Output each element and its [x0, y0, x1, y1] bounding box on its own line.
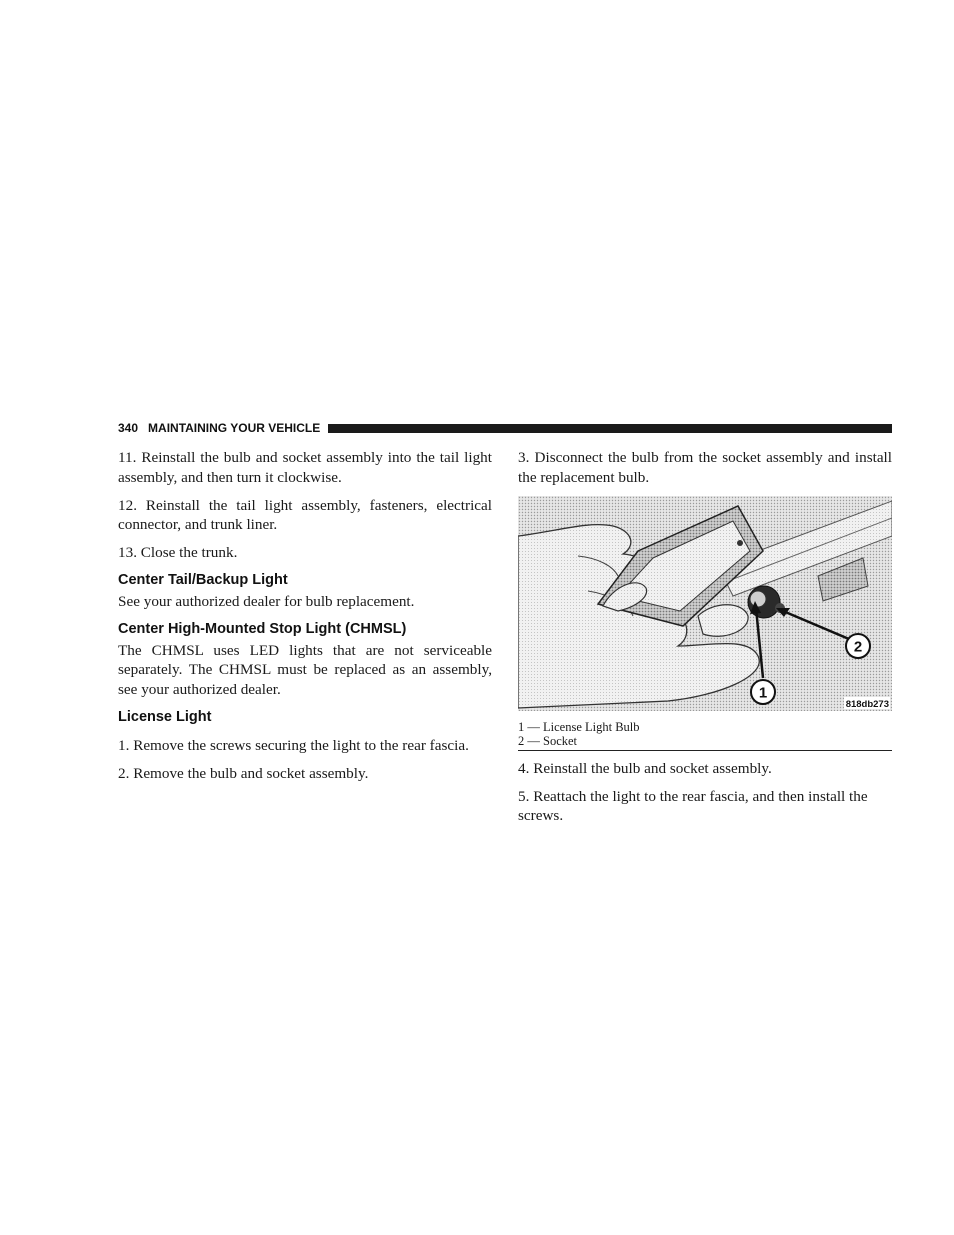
page-number: 340	[118, 421, 139, 435]
section-title: MAINTAINING YOUR VEHICLE	[148, 421, 321, 435]
figure-code: 818db273	[845, 698, 889, 710]
heading-center-tail-light: Center Tail/Backup Light	[118, 572, 288, 588]
header-rule	[328, 424, 892, 433]
step-12: 12. Reinstall the tail light assembly, fasteners, electrical connector, and trunk liner.	[118, 496, 492, 533]
license-step-2: 2. Remove the bulb and socket assembly.	[118, 764, 369, 782]
figure-caption	[518, 720, 892, 751]
step-13: 13. Close the trunk.	[118, 544, 238, 561]
page-header	[118, 420, 892, 436]
step-5: 5. Reattach the light to the rear fascia, and then install the screws.	[518, 787, 868, 824]
step-11: 11. Reinstall the bulb and socket assembly into the tail light assembly, and then turn it clockwise.	[118, 449, 492, 486]
right-column	[518, 448, 892, 834]
step-3: 3. Disconnect the bulb from the socket assembly and install the replacement bulb.	[518, 449, 892, 486]
caption-line-2: 2 — Socket	[518, 733, 578, 748]
callout-1-label: 1	[758, 684, 768, 701]
center-tail-text: See your authorized dealer for bulb replacement.	[118, 593, 415, 610]
heading-chmsl: Center High-Mounted Stop Light (CHMSL)	[118, 620, 407, 637]
license-step-1: 1. Remove the screws securing the light to the rear fascia.	[118, 736, 469, 754]
step-4: 4. Reinstall the bulb and socket assembly.	[518, 759, 772, 777]
left-column	[118, 448, 492, 792]
heading-license-light: License Light	[118, 708, 212, 725]
license-light-figure	[518, 496, 892, 711]
callout-2-label: 2	[853, 638, 863, 655]
chmsl-text: The CHMSL uses LED lights that are not serviceable separately. The CHMSL must be replaced as an assembly, see your authorized dealer.	[118, 641, 492, 698]
license-light-illustration	[518, 496, 892, 711]
caption-line-1: 1 — License Light Bulb	[518, 719, 640, 734]
